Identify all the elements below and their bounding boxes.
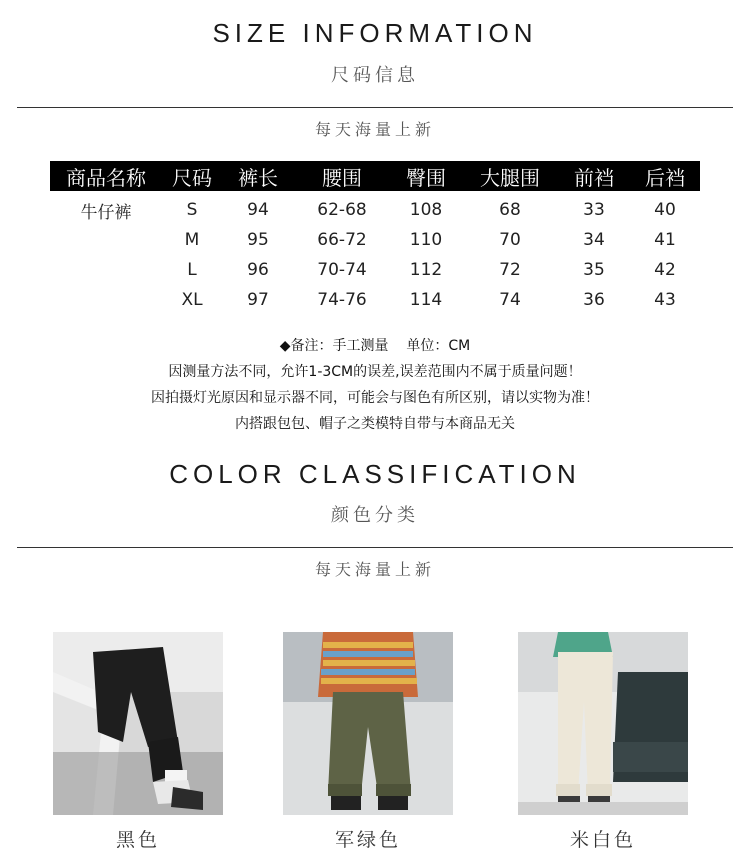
table-row — [50, 255, 700, 285]
table-cell: 33 — [583, 200, 605, 220]
color-difference-note: 因拍摄灯光原因和显示器不同，可能会与图色有所区别，请以实物为准！ — [151, 390, 599, 406]
table-header-cell: 商品名称 — [66, 165, 146, 190]
table-cell: 95 — [247, 230, 269, 250]
color-label: 米白色 — [569, 829, 636, 851]
size-section-title: SIZE INFORMATION — [212, 18, 538, 48]
table-cell: 74-76 — [317, 290, 367, 310]
table-cell: 66-72 — [317, 230, 367, 250]
table-cell: 112 — [409, 260, 443, 280]
table-header-cell: 臀围 — [406, 165, 446, 190]
table-header-cell: 大腿围 — [480, 165, 540, 190]
table-cell: 36 — [583, 290, 605, 310]
measurement-note: ◆备注：手工测量 单位：CM — [279, 338, 471, 354]
black-pants-photo — [53, 632, 223, 815]
table-cell: 40 — [654, 200, 676, 220]
table-row — [50, 285, 700, 315]
table-cell: 110 — [409, 230, 443, 250]
table-cell: XL — [181, 290, 203, 310]
color-section-divider — [17, 547, 733, 548]
table-cell: 70 — [499, 230, 521, 250]
table-header-cell: 裤长 — [238, 165, 278, 190]
table-cell: 74 — [499, 290, 521, 310]
table-cell: S — [186, 200, 198, 220]
off-white-pants-photo — [518, 632, 688, 815]
table-header-cell: 前裆 — [574, 165, 614, 190]
color-section-title: COLOR CLASSIFICATION — [169, 459, 581, 489]
table-cell: 43 — [654, 290, 676, 310]
error-note: 因测量方法不同，允许1-3CM的误差,误差范围内不属于质量问题！ — [168, 364, 582, 380]
table-row — [50, 225, 700, 255]
color-section-subtitle: 颜色分类 — [331, 505, 419, 526]
table-cell: 68 — [499, 200, 521, 220]
table-header-cell: 尺码 — [172, 165, 212, 190]
table-cell: 35 — [583, 260, 605, 280]
table-cell: 34 — [583, 230, 605, 250]
table-cell: 42 — [654, 260, 676, 280]
table-cell: M — [184, 230, 200, 250]
table-cell: 97 — [247, 290, 269, 310]
table-cell: L — [187, 260, 197, 280]
table-cell: 41 — [654, 230, 676, 250]
table-header-cell: 腰围 — [322, 165, 362, 190]
table-header-cell: 后裆 — [645, 165, 685, 190]
army-green-pants-photo — [283, 632, 453, 815]
size-section-divider — [17, 107, 733, 108]
table-cell: 108 — [409, 200, 443, 220]
table-cell: 牛仔裤 — [80, 202, 132, 223]
table-cell: 94 — [247, 200, 269, 220]
color-section-tagline: 每天海量上新 — [314, 560, 435, 579]
color-label: 军绿色 — [334, 829, 401, 851]
table-cell: 72 — [499, 260, 521, 280]
table-row — [50, 195, 700, 225]
table-cell: 70-74 — [317, 260, 367, 280]
size-section-subtitle: 尺码信息 — [331, 65, 419, 86]
color-label: 黑色 — [115, 829, 160, 851]
table-cell: 114 — [409, 290, 443, 310]
size-section-tagline: 每天海量上新 — [314, 120, 435, 139]
table-cell: 62-68 — [317, 200, 367, 220]
size-table-header — [50, 161, 700, 191]
accessories-note: 内搭跟包包、帽子之类模特自带与本商品无关 — [235, 416, 515, 432]
table-cell: 96 — [247, 260, 269, 280]
